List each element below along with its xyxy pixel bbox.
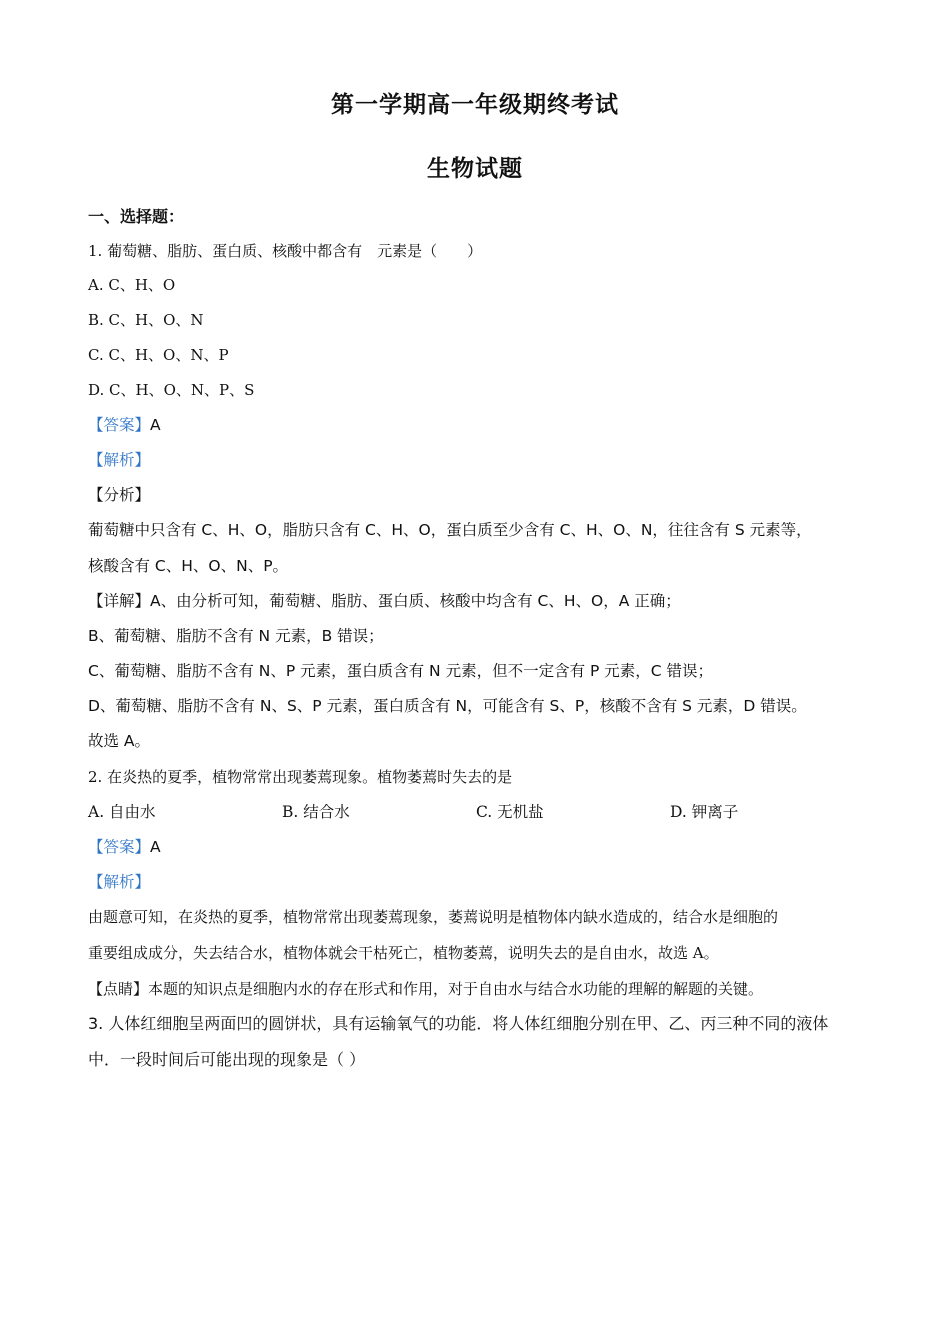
question-1-option-b: B. C、H、O、N [88,311,204,329]
question-1-analysis-subtag: 【分析】 [88,486,151,504]
exam-subtitle: 生物试题 [427,156,523,182]
question-2-option-c: C. 无机盐 [476,803,544,821]
question-2-analysis-line-1: 由题意可知，在炎热的夏季，植物常常出现萎蔫现象，萎蔫说明是植物体内缺水造成的，结合水是细胞的 [88,908,779,926]
question-2-analysis-line-2: 重要组成成分，失去结合水，植物体就会干枯死亡，植物萎蔫，说明失去的是自由水，故选 A。 [88,944,719,962]
detail-tag: 【详解】 [88,592,151,610]
question-1-option-a: A. C、H、O [88,276,176,294]
question-3-stem-line-1: 3. 人体红细胞呈两面凹的圆饼状，具有运输氧气的功能．将人体红细胞分别在甲、乙、丙三种不同的液体 [88,1014,829,1033]
question-2-stem: 2. 在炎热的夏季，植物常常出现萎蔫现象。植物萎蔫时失去的是 [88,768,513,786]
question-2-analysis-tag: 【解析】 [88,873,151,891]
question-1-detail-line-1 [88,590,681,612]
question-1-analysis-line-1: 葡萄糖中只含有 C、H、O，脂肪只含有 C、H、O，蛋白质至少含有 C、H、O、N，往往含有 S 元素等， [88,521,812,539]
question-1-detail-line-4: D、葡萄糖、脂肪不含有 N、S、P 元素，蛋白质含有 N，可能含有 S、P，核酸不含有 S 元素，D 错误。 [88,697,807,715]
question-2-option-d: D. 钾离子 [670,803,739,821]
question-1-stem: 1. 葡萄糖、脂肪、蛋白质、核酸中都含有 元素是（ ） [88,242,483,260]
answer-value: A [150,838,161,856]
comment-tag: 【点睛】 [88,980,149,998]
answer-value: A [150,416,161,434]
comment-text: 本题的知识点是细胞内水的存在形式和作用，对于自由水与结合水功能的理解的解题的关键。 [148,980,764,998]
question-3-stem-line-2: 中．一段时间后可能出现的现象是（ ） [88,1050,366,1069]
exam-title: 第一学期高一年级期终考试 [331,92,619,118]
answer-tag: 【答案】 [88,838,151,856]
question-2-answer [88,836,161,858]
detail-text: A、由分析可知，葡萄糖、脂肪、蛋白质、核酸中均含有 C、H、O，A 正确； [150,592,681,610]
question-1-analysis-tag: 【解析】 [88,451,151,469]
question-2-option-b: B. 结合水 [282,803,350,821]
question-1-conclusion: 故选 A。 [88,732,151,750]
question-2-option-a: A. 自由水 [88,803,156,821]
question-1-option-c: C. C、H、O、N、P [88,346,229,364]
answer-tag: 【答案】 [88,416,151,434]
question-2-comment [88,978,763,1000]
question-1-option-d: D. C、H、O、N、P、S [88,381,255,399]
question-1-detail-line-3: C、葡萄糖、脂肪不含有 N、P 元素，蛋白质含有 N 元素，但不一定含有 P 元素，C 错误； [88,662,714,680]
question-1-analysis-line-2: 核酸含有 C、H、O、N、P。 [88,557,289,575]
question-1-answer [88,414,161,436]
section-heading: 一、选择题： [88,207,185,226]
question-1-detail-line-2: B、葡萄糖、脂肪不含有 N 元素，B 错误； [88,627,384,645]
